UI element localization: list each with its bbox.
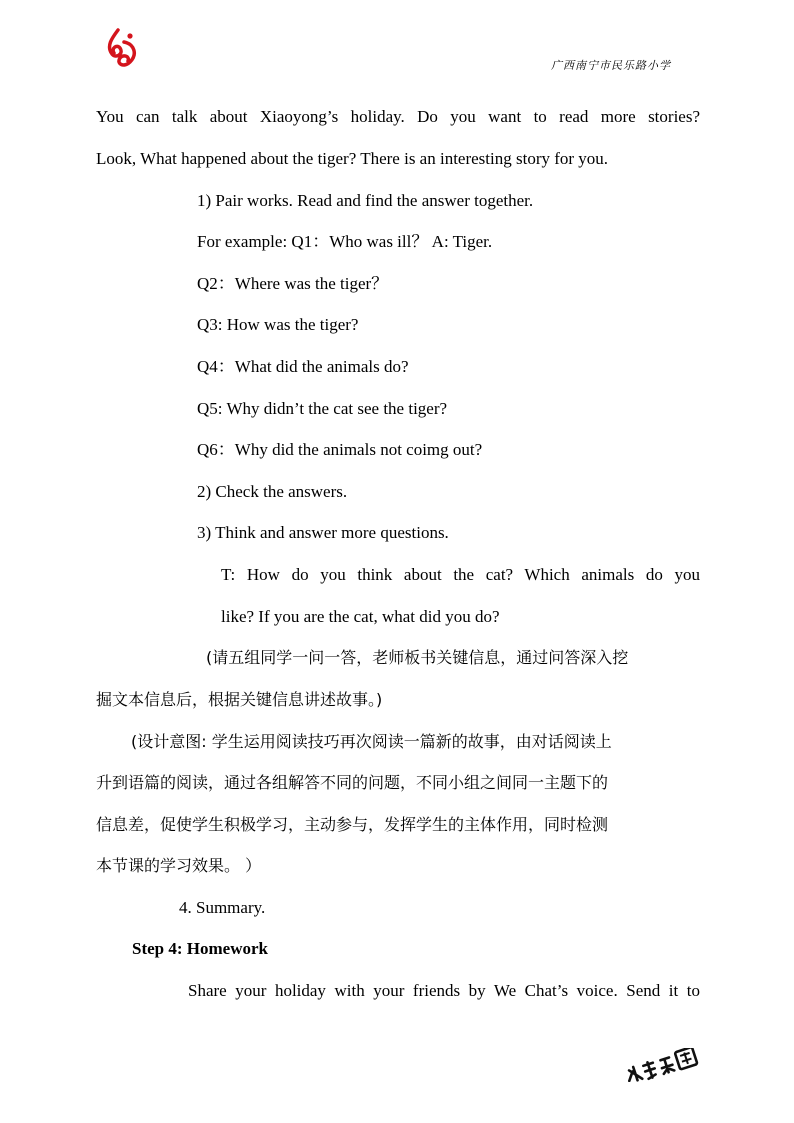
list-item: 1) Pair works. Read and find the answer together. [197, 191, 534, 210]
question-line: Q5: Why didn’t the cat see the tiger? [197, 399, 448, 418]
teacher-question-line: T: How do you think about the cat? Which animals do you [221, 565, 700, 584]
list-item: 2) Check the answers. [197, 482, 348, 501]
example-line: For example: Q1：Who was ill？ A: Tiger. [197, 232, 493, 251]
teacher-question-line: like? If you are the cat, what did you do? [221, 607, 500, 626]
homework-line: Share your holiday with your friends by We Chat’s voice. Send it to [188, 981, 700, 1000]
school-logo-icon [104, 28, 140, 70]
design-intent-line: 本节课的学习效果。 ） [96, 856, 262, 875]
school-name: 广西南宁市民乐路小学 [551, 59, 671, 72]
paragraph-line: You can talk about Xiaoyong’s holiday. Do you want to read more stories? [96, 107, 700, 126]
design-intent-line: 升到语篇的阅读，通过各组解答不同的问题，不同小组之间同一主题下的 [96, 773, 609, 792]
design-intent-line: 信息差，促使学生积极学习，主动参与，发挥学生的主体作用，同时检测 [96, 815, 609, 834]
summary-line: 4. Summary. [179, 898, 266, 917]
list-item: 3) Think and answer more questions. [197, 523, 449, 542]
note-line: (请五组同学一问一答，老师板书关键信息，通过问答深入挖 [206, 648, 629, 667]
step-heading: Step 4: Homework [132, 939, 268, 958]
question-line: Q2：Where was the tiger？ [197, 274, 389, 293]
question-line: Q3: How was the tiger? [197, 315, 359, 334]
question-line: Q4：What did the animals do? [197, 357, 409, 376]
stamp-logo-icon [620, 1048, 704, 1082]
question-line: Q6：Why did the animals not coimg out? [197, 440, 483, 459]
paragraph-line: Look, What happened about the tiger? There is an interesting story for you. [96, 149, 609, 168]
note-line: 掘文本信息后，根据关键信息讲述故事。) [96, 690, 383, 709]
design-intent-line: (设计意图: 学生运用阅读技巧再次阅读一篇新的故事，由对话阅读上 [131, 732, 612, 751]
